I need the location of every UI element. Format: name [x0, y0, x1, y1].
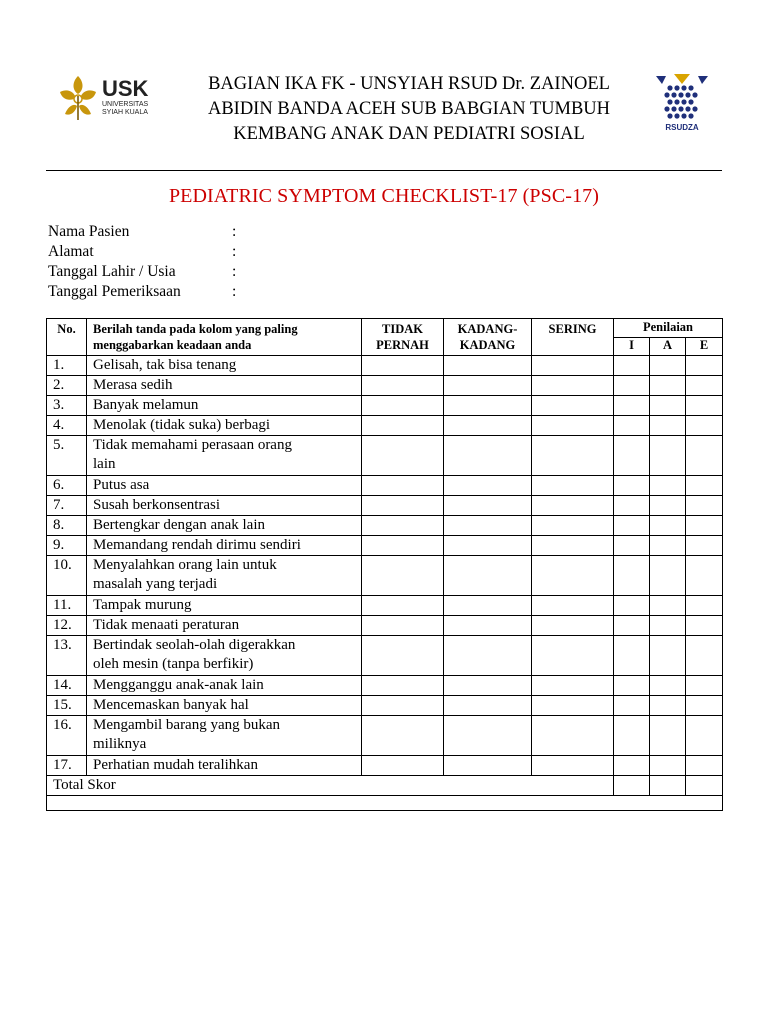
blank-footer-cell[interactable]	[47, 796, 723, 811]
patient-address-row	[48, 242, 236, 262]
table-row	[47, 756, 723, 776]
answer-never-cell[interactable]	[362, 356, 444, 376]
rating-a-cell[interactable]	[650, 596, 686, 616]
answer-sometimes-cell[interactable]	[444, 616, 532, 636]
answer-often-cell[interactable]	[532, 396, 614, 416]
table-row	[47, 396, 723, 416]
rating-i-cell[interactable]	[614, 536, 650, 556]
rating-e-cell[interactable]	[686, 416, 723, 436]
item-text: Merasa sedih	[87, 376, 362, 396]
exam-date-label: Tanggal Pemeriksaan	[48, 283, 181, 300]
rating-i-cell[interactable]	[614, 716, 650, 756]
rating-e-cell[interactable]	[686, 616, 723, 636]
rating-e-cell[interactable]	[686, 556, 723, 596]
answer-sometimes-cell[interactable]	[444, 636, 532, 676]
item-number: 6.	[47, 476, 87, 496]
institution-title	[178, 72, 640, 147]
header-sometimes-line1: KADANG-	[457, 322, 518, 336]
answer-often-cell[interactable]	[532, 356, 614, 376]
answer-sometimes-cell[interactable]	[444, 676, 532, 696]
answer-sometimes-cell[interactable]	[444, 596, 532, 616]
header-divider	[46, 170, 722, 171]
answer-never-cell[interactable]	[362, 696, 444, 716]
rating-a-cell[interactable]	[650, 436, 686, 476]
table-row	[47, 676, 723, 696]
item-text: Perhatian mudah teralihkan	[87, 756, 362, 776]
item-text: Tampak murung	[87, 596, 362, 616]
rating-i-cell[interactable]	[614, 676, 650, 696]
rating-e-cell[interactable]	[686, 376, 723, 396]
symptom-checklist-table	[46, 318, 723, 811]
table-row	[47, 496, 723, 516]
table-row	[47, 356, 723, 376]
answer-often-cell[interactable]	[532, 436, 614, 476]
rating-a-cell[interactable]	[650, 616, 686, 636]
rating-a-cell[interactable]	[650, 716, 686, 756]
item-text: Mengganggu anak-anak lain	[87, 676, 362, 696]
answer-sometimes-cell[interactable]	[444, 756, 532, 776]
table-row	[47, 436, 723, 476]
patient-name-row	[48, 222, 236, 242]
header-often: SERING	[532, 319, 614, 356]
patient-dob-row	[48, 262, 236, 282]
item-text-line1: Tidak memahami perasaan orang	[93, 437, 292, 453]
total-rating-a-cell[interactable]	[650, 776, 686, 796]
rating-e-cell[interactable]	[686, 496, 723, 516]
rating-a-cell[interactable]	[650, 636, 686, 676]
answer-sometimes-cell[interactable]	[444, 516, 532, 536]
patient-dob-colon: :	[232, 263, 237, 280]
item-text-line2: masalah yang terjadi	[93, 576, 218, 592]
blank-footer-row	[47, 796, 723, 811]
rating-i-cell[interactable]	[614, 496, 650, 516]
total-score-row	[47, 776, 723, 796]
rating-e-cell[interactable]	[686, 596, 723, 616]
header-never-line2: PERNAH	[376, 338, 429, 352]
header-rating: Penilaian	[614, 319, 723, 338]
patient-dob-label: Tanggal Lahir / Usia	[48, 263, 176, 280]
header-instruction-line1: Berilah tanda pada kolom yang paling	[93, 322, 298, 336]
rating-a-cell[interactable]	[650, 756, 686, 776]
table-row	[47, 556, 723, 596]
table-row	[47, 696, 723, 716]
exam-date-row	[48, 282, 236, 302]
item-number: 13.	[47, 636, 87, 676]
answer-often-cell[interactable]	[532, 716, 614, 756]
item-text-line1: Mengambil barang yang bukan	[93, 717, 281, 733]
rating-i-cell[interactable]	[614, 516, 650, 536]
header-rating-a: A	[650, 338, 686, 356]
answer-often-cell[interactable]	[532, 536, 614, 556]
item-text: Susah berkonsentrasi	[87, 496, 362, 516]
rating-e-cell[interactable]	[686, 676, 723, 696]
answer-often-cell[interactable]	[532, 636, 614, 676]
answer-often-cell[interactable]	[532, 756, 614, 776]
rating-a-cell[interactable]	[650, 516, 686, 536]
item-text: Tidak menaati peraturan	[87, 616, 362, 636]
table-row	[47, 536, 723, 556]
item-text: Memandang rendah dirimu sendiri	[87, 536, 362, 556]
answer-often-cell[interactable]	[532, 496, 614, 516]
header-no: No.	[47, 319, 87, 356]
item-number: 3.	[47, 396, 87, 416]
header-never	[362, 319, 444, 356]
rating-e-cell[interactable]	[686, 476, 723, 496]
item-number: 15.	[47, 696, 87, 716]
item-text: Menolak (tidak suka) berbagi	[87, 416, 362, 436]
item-text-line2: miliknya	[93, 736, 147, 752]
answer-never-cell[interactable]	[362, 436, 444, 476]
header-sometimes-line2: KADANG	[459, 338, 516, 352]
rating-e-cell[interactable]	[686, 756, 723, 776]
table-row	[47, 636, 723, 676]
rating-a-cell[interactable]	[650, 496, 686, 516]
item-number: 10.	[47, 556, 87, 596]
item-number: 2.	[47, 376, 87, 396]
patient-name-colon: :	[232, 223, 237, 240]
rating-a-cell[interactable]	[650, 696, 686, 716]
total-score-label: Total Skor	[47, 776, 614, 796]
item-text-line1: Menyalahkan orang lain untuk	[93, 557, 277, 573]
answer-sometimes-cell[interactable]	[444, 476, 532, 496]
table-row	[47, 616, 723, 636]
answer-never-cell[interactable]	[362, 376, 444, 396]
answer-often-cell[interactable]	[532, 376, 614, 396]
rating-a-cell[interactable]	[650, 536, 686, 556]
rating-i-cell[interactable]	[614, 436, 650, 476]
rating-i-cell[interactable]	[614, 376, 650, 396]
rating-a-cell[interactable]	[650, 556, 686, 596]
item-number: 4.	[47, 416, 87, 436]
table-row	[47, 476, 723, 496]
header-sometimes	[444, 319, 532, 356]
answer-never-cell[interactable]	[362, 556, 444, 596]
item-text	[87, 436, 362, 476]
answer-sometimes-cell[interactable]	[444, 536, 532, 556]
usk-logo-line2: SYIAH KUALA	[102, 109, 148, 116]
rating-i-cell[interactable]	[614, 356, 650, 376]
item-number: 9.	[47, 536, 87, 556]
item-number: 7.	[47, 496, 87, 516]
table-row	[47, 416, 723, 436]
answer-never-cell[interactable]	[362, 416, 444, 436]
rating-i-cell[interactable]	[614, 596, 650, 616]
answer-often-cell[interactable]	[532, 676, 614, 696]
item-text: Banyak melamun	[87, 396, 362, 416]
item-number: 17.	[47, 756, 87, 776]
item-text-line2: oleh mesin (tanpa berfikir)	[93, 656, 254, 672]
item-number: 14.	[47, 676, 87, 696]
answer-sometimes-cell[interactable]	[444, 396, 532, 416]
header-rating-i: I	[614, 338, 650, 356]
institution-title-line-3: KEMBANG ANAK DAN PEDIATRI SOSIAL	[233, 124, 585, 144]
institution-title-line-1: BAGIAN IKA FK - UNSYIAH RSUD Dr. ZAINOEL	[208, 74, 610, 94]
rsudza-logo-name: RSUDZA	[665, 123, 699, 132]
patient-address-colon: :	[232, 243, 237, 260]
rating-e-cell[interactable]	[686, 356, 723, 376]
answer-sometimes-cell[interactable]	[444, 436, 532, 476]
item-number: 16.	[47, 716, 87, 756]
rating-a-cell[interactable]	[650, 356, 686, 376]
table-row	[47, 596, 723, 616]
rsudza-logo	[652, 72, 712, 136]
rating-e-cell[interactable]	[686, 636, 723, 676]
exam-date-colon: :	[232, 283, 237, 300]
patient-name-label: Nama Pasien	[48, 223, 130, 240]
item-text	[87, 636, 362, 676]
answer-never-cell[interactable]	[362, 636, 444, 676]
item-text	[87, 716, 362, 756]
answer-sometimes-cell[interactable]	[444, 376, 532, 396]
answer-never-cell[interactable]	[362, 516, 444, 536]
item-number: 11.	[47, 596, 87, 616]
rating-i-cell[interactable]	[614, 396, 650, 416]
rating-a-cell[interactable]	[650, 396, 686, 416]
answer-never-cell[interactable]	[362, 476, 444, 496]
rating-e-cell[interactable]	[686, 716, 723, 756]
table-row	[47, 516, 723, 536]
answer-never-cell[interactable]	[362, 756, 444, 776]
answer-never-cell[interactable]	[362, 396, 444, 416]
item-text: Gelisah, tak bisa tenang	[87, 356, 362, 376]
rating-i-cell[interactable]	[614, 476, 650, 496]
header-never-line1: TIDAK	[382, 322, 423, 336]
institution-title-line-2: ABIDIN BANDA ACEH SUB BABGIAN TUMBUH	[207, 99, 611, 119]
rating-i-cell[interactable]	[614, 696, 650, 716]
total-rating-e-cell[interactable]	[686, 776, 723, 796]
item-text: Bertengkar dengan anak lain	[87, 516, 362, 536]
answer-sometimes-cell[interactable]	[444, 556, 532, 596]
usk-logo-line1: UNIVERSITAS	[102, 101, 149, 108]
answer-never-cell[interactable]	[362, 536, 444, 556]
header-instruction	[87, 319, 362, 356]
rating-i-cell[interactable]	[614, 756, 650, 776]
rating-e-cell[interactable]	[686, 536, 723, 556]
rating-i-cell[interactable]	[614, 616, 650, 636]
usk-logo	[56, 72, 176, 124]
item-text: Mencemaskan banyak hal	[87, 696, 362, 716]
item-text	[87, 556, 362, 596]
answer-often-cell[interactable]	[532, 616, 614, 636]
answer-never-cell[interactable]	[362, 716, 444, 756]
header-instruction-line2: menggabarkan keadaan anda	[93, 338, 252, 352]
rating-e-cell[interactable]	[686, 516, 723, 536]
table-row	[47, 716, 723, 756]
item-number: 1.	[47, 356, 87, 376]
rating-a-cell[interactable]	[650, 416, 686, 436]
rating-i-cell[interactable]	[614, 636, 650, 676]
rating-e-cell[interactable]	[686, 436, 723, 476]
answer-often-cell[interactable]	[532, 556, 614, 596]
patient-address-label: Alamat	[48, 243, 94, 260]
rating-i-cell[interactable]	[614, 556, 650, 596]
item-text: Putus asa	[87, 476, 362, 496]
rating-e-cell[interactable]	[686, 696, 723, 716]
answer-often-cell[interactable]	[532, 596, 614, 616]
answer-never-cell[interactable]	[362, 616, 444, 636]
total-rating-i-cell[interactable]	[614, 776, 650, 796]
answer-never-cell[interactable]	[362, 676, 444, 696]
table-row	[47, 376, 723, 396]
answer-sometimes-cell[interactable]	[444, 416, 532, 436]
item-text-line2: lain	[93, 456, 116, 472]
answer-sometimes-cell[interactable]	[444, 496, 532, 516]
answer-often-cell[interactable]	[532, 476, 614, 496]
item-text-line1: Bertindak seolah-olah digerakkan	[93, 637, 296, 653]
item-number: 8.	[47, 516, 87, 536]
table-header-row	[47, 319, 723, 338]
answer-often-cell[interactable]	[532, 696, 614, 716]
rating-a-cell[interactable]	[650, 476, 686, 496]
rating-a-cell[interactable]	[650, 376, 686, 396]
usk-emblem-icon	[60, 76, 96, 120]
item-number: 5.	[47, 436, 87, 476]
item-number: 12.	[47, 616, 87, 636]
answer-sometimes-cell[interactable]	[444, 356, 532, 376]
answer-often-cell[interactable]	[532, 516, 614, 536]
answer-never-cell[interactable]	[362, 496, 444, 516]
rating-i-cell[interactable]	[614, 416, 650, 436]
usk-logo-name: USK	[102, 76, 149, 101]
answer-sometimes-cell[interactable]	[444, 696, 532, 716]
header-rating-e: E	[686, 338, 723, 356]
rating-e-cell[interactable]	[686, 396, 723, 416]
answer-often-cell[interactable]	[532, 416, 614, 436]
rating-a-cell[interactable]	[650, 676, 686, 696]
answer-sometimes-cell[interactable]	[444, 716, 532, 756]
answer-never-cell[interactable]	[362, 596, 444, 616]
rsudza-emblem-icon	[656, 74, 708, 119]
document-title: PEDIATRIC SYMPTOM CHECKLIST-17 (PSC-17)	[168, 185, 600, 207]
